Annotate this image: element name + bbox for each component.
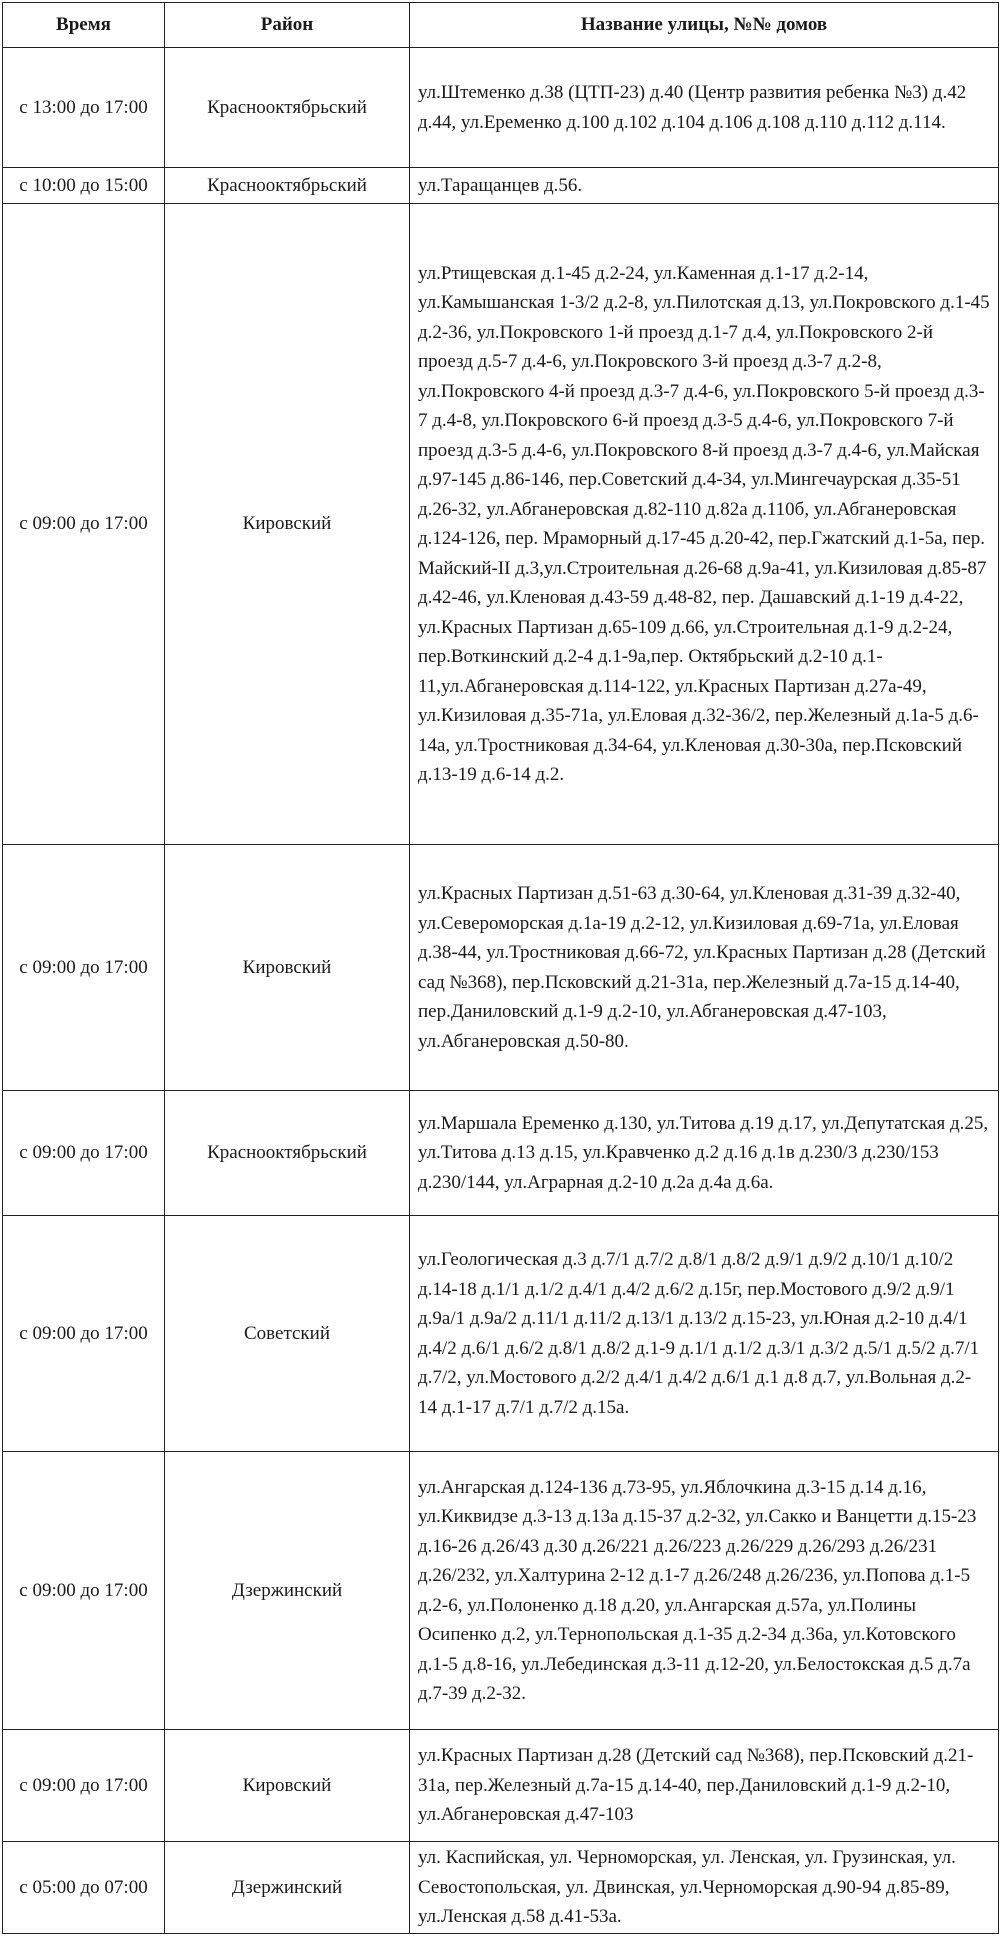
row-district: Кировский <box>165 845 410 1091</box>
outage-schedule-table <box>2 2 999 1934</box>
row-time: с 10:00 до 15:00 <box>3 168 165 204</box>
row-district: Советский <box>165 1216 410 1452</box>
table-row <box>3 1091 999 1216</box>
row-streets: ул.Таращанцев д.56. <box>410 168 999 204</box>
row-district: Дзержинский <box>165 1452 410 1730</box>
table-row <box>3 1730 999 1842</box>
row-district: Дзержинский <box>165 1842 410 1934</box>
row-streets: ул.Ртищевская д.1-45 д.2-24, ул.Каменная д.1-17 д.2-14, ул.Камышанская 1-3/2 д.2-8, ул.Пилотская д.13, ул.Покровского д.1-45 д.2-36, ул.Покровского 1-й проезд д.1-7 д.4, ул.Покровского 2-й проезд д.5-7 д.4-6, ул.Покровского 3-й проезд д.3-7 д.2-8, ул.Покровского 4-й проезд д.3-7 д.4-6, ул.Покровского 5-й проезд д.3-7 д.4-8, ул.Покровского 6-й проезд д.3-5 д.4-6, ул.Покровского 7-й проезд д.3-5 д.4-6, ул.Покровского 8-й проезд д.3-7 д.4-6, ул.Майская д.97-145 д.86-146, пер.Советский д.4-34, ул.Мингечаурская д.35-51 д.26-32, ул.Абганеровская д.82-110 д.82а д.110б, ул.Абганеровская д.124-126, пер. Мраморный д.17-45 д.20-42, пер.Гжатский д.1-5а, пер. Майский-II д.3,ул.Строительная д.26-68 д.9а-41, ул.Кизиловая д.85-87 д.42-46, ул.Кленовая д.43-59 д.48-82, пер. Дашавский д.1-19 д.4-22, ул.Красных Партизан д.65-109 д.66, ул.Строительная д.1-9 д.2-24, пер.Воткинский д.2-4 д.1-9а,пер. Октябрьский д.2-10 д.1-11,ул.Абганеровская д.114-122, ул.Красных Партизан д.27а-49, ул.Кизиловая д.35-71а, ул.Еловая д.32-36/2, пер.Железный д.1а-5 д.6-14а, ул.Тростниковая д.34-64, ул.Кленовая д.30-30а, пер.Псковский д.13-19 д.6-14 д.2. <box>410 204 999 845</box>
row-district: Кировский <box>165 1730 410 1842</box>
table-row <box>3 168 999 204</box>
table-row <box>3 48 999 168</box>
row-time: с 09:00 до 17:00 <box>3 1730 165 1842</box>
row-district: Кировский <box>165 204 410 845</box>
row-district: Краснооктябрьский <box>165 168 410 204</box>
row-time: с 09:00 до 17:00 <box>3 1216 165 1452</box>
row-streets: ул. Каспийская, ул. Черноморская, ул. Ленская, ул. Грузинская, ул. Севостопольская, ул. Двинская, ул.Черноморская д.90-94 д.85-89, ул.Ленская д.58 д.41-53а. <box>410 1842 999 1934</box>
row-streets: ул.Красных Партизан д.51-63 д.30-64, ул.Кленовая д.31-39 д.32-40, ул.Североморская д.1а-19 д.2-12, ул.Кизиловая д.69-71а, ул.Еловая д.38-44, ул.Тростниковая д.66-72, ул.Красных Партизан д.28 (Детский сад №368), пер.Псковский д.21-31а, пер.Железный д.7а-15 д.14-40, пер.Даниловский д.1-9 д.2-10, ул.Абганеровская д.47-103, ул.Абганеровская д.50-80. <box>410 845 999 1091</box>
row-time: с 09:00 до 17:00 <box>3 845 165 1091</box>
row-streets: ул.Маршала Еременко д.130, ул.Титова д.19 д.17, ул.Депутатская д.25, ул.Титова д.13 д.15, ул.Кравченко д.2 д.16 д.1в д.230/3 д.230/153 д.230/144, ул.Аграрная д.2-10 д.2а д.4а д.6а. <box>410 1091 999 1216</box>
table-row <box>3 845 999 1091</box>
table-row <box>3 204 999 845</box>
header-row <box>3 3 999 48</box>
header-streets: Название улицы, №№ домов <box>410 3 999 48</box>
row-streets: ул.Красных Партизан д.28 (Детский сад №368), пер.Псковский д.21-31а, пер.Железный д.7а-15 д.14-40, пер.Даниловский д.1-9 д.2-10, ул.Абганеровская д.47-103 <box>410 1730 999 1842</box>
header-district: Район <box>165 3 410 48</box>
row-streets: ул.Геологическая д.3 д.7/1 д.7/2 д.8/1 д.8/2 д.9/1 д.9/2 д.10/1 д.10/2 д.14-18 д.1/1 д.1/2 д.4/1 д.4/2 д.6/2 д.15г, пер.Мостового д.9/2 д.9/1 д.9а/1 д.9а/2 д.11/1 д.11/2 д.13/1 д.13/2 д.15-23, ул.Юная д.2-10 д.4/1 д.4/2 д.6/1 д.6/2 д.8/1 д.8/2 д.1-9 д.1/1 д.1/2 д.3/1 д.3/2 д.5/1 д.5/2 д.7/1 д.7/2, ул.Мостового д.2/2 д.4/1 д.4/2 д.6/1 д.1 д.8 д.7, ул.Вольная д.2-14 д.1-17 д.7/1 д.7/2 д.15а. <box>410 1216 999 1452</box>
table-row <box>3 1216 999 1452</box>
row-streets: ул.Ангарская д.124-136 д.73-95, ул.Яблочкина д.3-15 д.14 д.16, ул.Киквидзе д.3-13 д.13а д.15-37 д.2-32, ул.Сакко и Ванцетти д.15-23 д.16-26 д.26/43 д.30 д.26/221 д.26/223 д.26/229 д.26/293 д.26/231 д.26/232, ул.Халтурина 2-12 д.1-7 д.26/248 д.26/236, ул.Попова д.1-5 д.2-6, ул.Полоненко д.18 д.20, ул.Ангарская д.57а, ул.Полины Осипенко д.2, ул.Тернопольская д.1-35 д.2-34 д.36а, ул.Котовского д.1-5 д.8-16, ул.Лебединская д.3-11 д.12-20, ул.Белостокская д.5 д.7а д.7-39 д.2-32. <box>410 1452 999 1730</box>
table-row <box>3 1842 999 1934</box>
header-time: Время <box>3 3 165 48</box>
row-streets: ул.Штеменко д.38 (ЦТП-23) д.40 (Центр развития ребенка №3) д.42 д.44, ул.Еременко д.100 д.102 д.104 д.106 д.108 д.110 д.112 д.114. <box>410 48 999 168</box>
row-time: с 05:00 до 07:00 <box>3 1842 165 1934</box>
row-time: с 09:00 до 17:00 <box>3 204 165 845</box>
row-district: Краснооктябрьский <box>165 48 410 168</box>
row-time: с 13:00 до 17:00 <box>3 48 165 168</box>
row-district: Краснооктябрьский <box>165 1091 410 1216</box>
table-row <box>3 1452 999 1730</box>
row-time: с 09:00 до 17:00 <box>3 1091 165 1216</box>
row-time: с 09:00 до 17:00 <box>3 1452 165 1730</box>
